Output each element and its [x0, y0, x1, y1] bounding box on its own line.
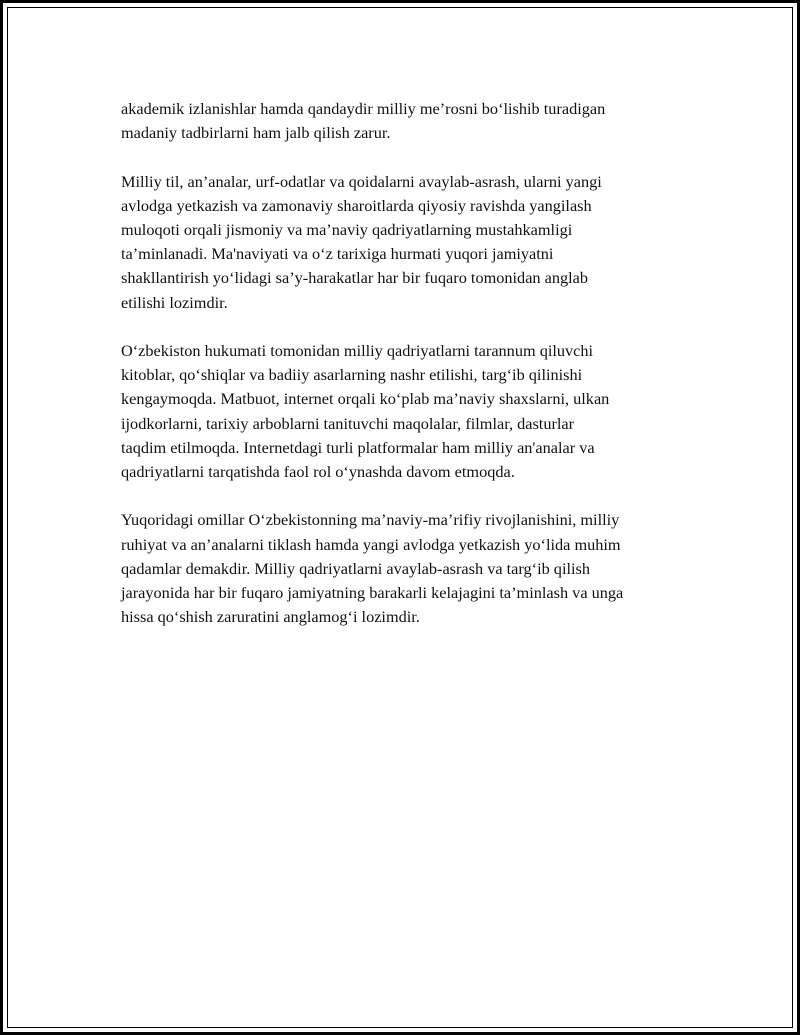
paragraph-3: O‘zbekiston hukumati tomonidan milliy qadriyatlarni tarannum qiluvchi kitoblar, qo‘shiqlar va badiiy asarlarning nashr etilishi, targ‘ib qilinishi kengaymoqda. Matbuot, internet orqali ko‘plab ma’naviy shaxslarni, ulkan ijodkorlarni, tarixiy arboblarni tanituvchi maqolalar, filmlar, dasturlar taqdim etilmoqda. Internetdagi turli platformalar ham milliy an'analar va qadriyatlarni tarqatishda faol rol o‘ynashda davom etmoqda.	[121, 341, 610, 482]
paragraph-1: akademik izlanishlar hamda qandaydir milliy me’rosni bo‘lishib turadigan madaniy tadbirlarni ham jalb qilish zarur.	[121, 99, 606, 143]
paragraph-2: Milliy til, an’analar, urf-odatlar va qoidalarni avaylab-asrash, ularni yangi avlodga yetkazish va zamonaviy sharoitlarda qiyosiy ravishda yangilash muloqoti orqali jismoniy va ma’naviy qadriyatlarning mustahkamligi ta’minlanadi. Ma'naviyati va o‘z tarixiga hurmati yuqori jamiyatni shakllantirish yo‘lidagi sa’y-harakatlar har bir fuqaro tomonidan anglab etilishi lozimdir.	[121, 171, 602, 312]
document-body	[121, 97, 701, 654]
paragraph-4: Yuqoridagi omillar O‘zbekistonning ma’naviy-ma’rifiy rivojlanishini, milliy ruhiyat va an’analarni tiklash hamda yangi avlodga yetkazish yo‘lida muhim qadamlar demakdir. Milliy qadriyatlarni avaylab-asrash va targ‘ib qilish jarayonida har bir fuqaro jamiyatning barakarli kelajagini ta’minlash va unga hissa qo‘shish zaruratini anglamog‘i lozimdir.	[121, 510, 624, 627]
